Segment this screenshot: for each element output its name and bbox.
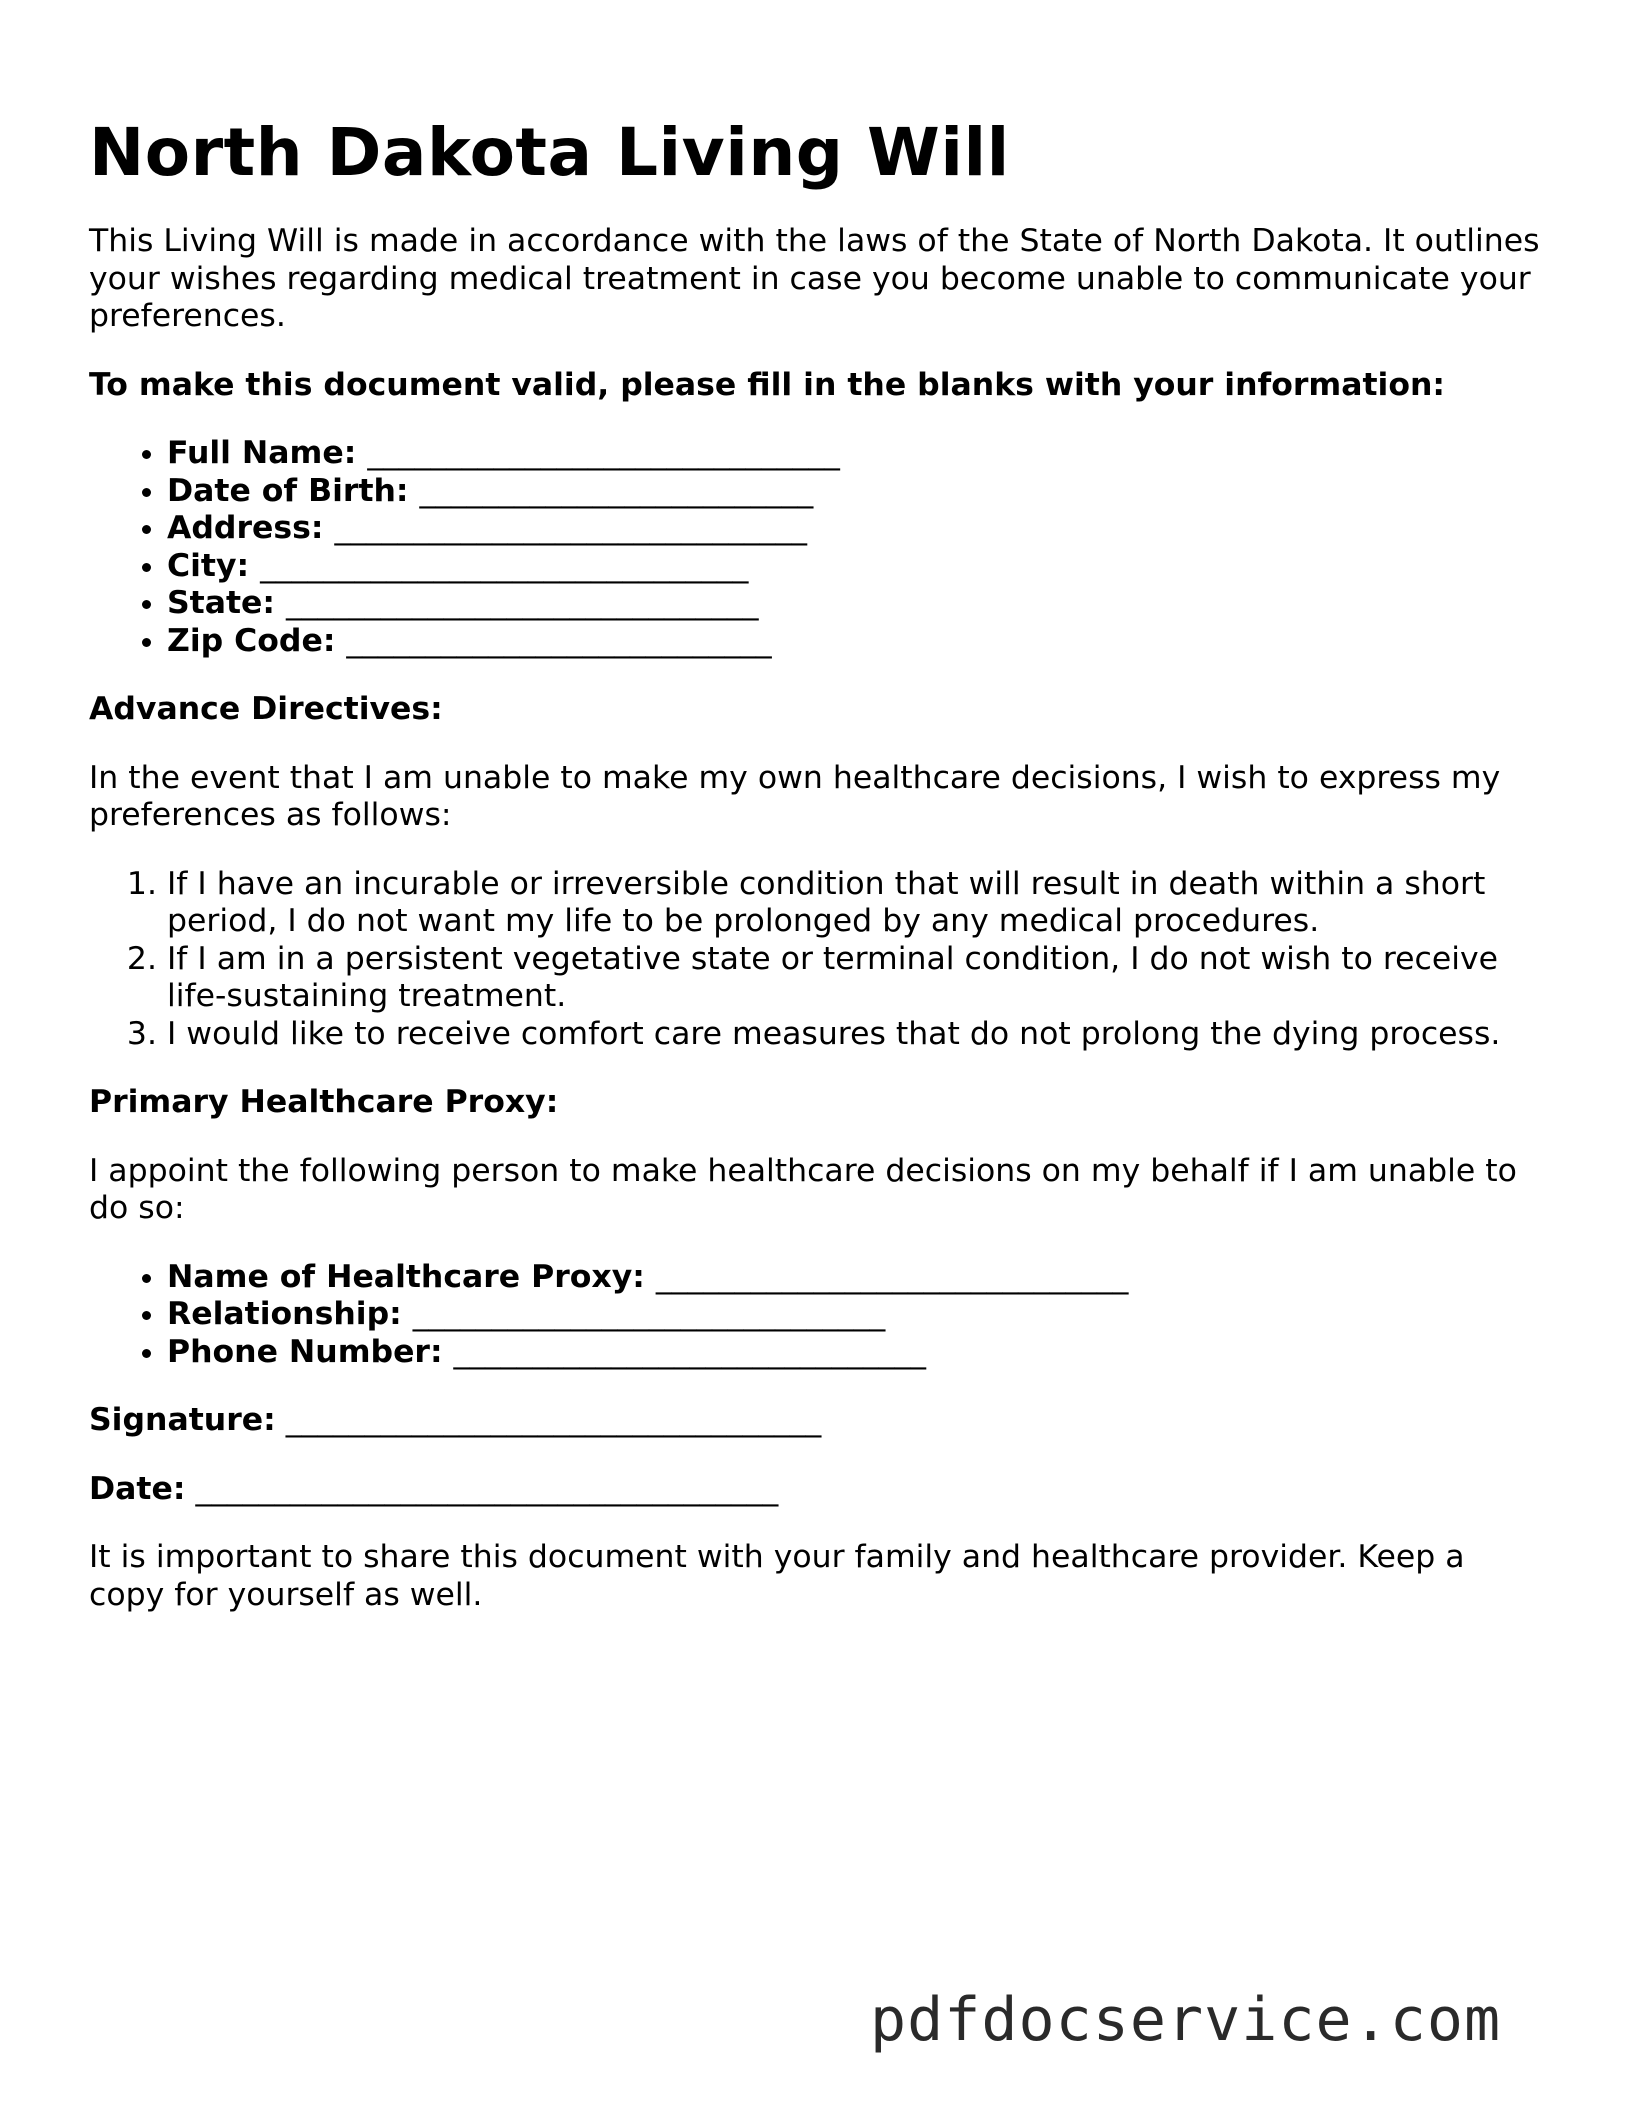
field-label: Name of Healthcare Proxy: — [167, 1258, 645, 1295]
directives-list — [89, 866, 1549, 1054]
field-label: Full Name: — [167, 435, 357, 471]
date-label: Date: — [89, 1470, 186, 1507]
document-page — [89, 113, 1549, 1645]
field-blank[interactable]: ______________________________ — [412, 1296, 886, 1332]
closing-paragraph: It is important to share this document with your family and healthcare provider. Keep a copy for yourself as well. — [89, 1539, 1465, 1613]
proxy-fields-list — [89, 1259, 1549, 1372]
field-label: Zip Code: — [167, 622, 336, 659]
field-blank[interactable]: ______________________________ — [334, 510, 807, 546]
field-label: Phone Number: — [167, 1333, 443, 1370]
advance-directives-heading: Advance Directives: — [89, 691, 443, 727]
field-blank[interactable]: ___________________________ — [346, 622, 772, 659]
date-line — [89, 1471, 1549, 1509]
date-blank[interactable]: _____________________________________ — [195, 1470, 779, 1507]
directive-item: 3. I would like to receive comfort care measures that do not prolong the dying process. — [167, 1016, 1549, 1054]
watermark-text: pdfdocservice.com — [870, 1985, 1502, 2055]
field-label: Date of Birth: — [167, 472, 409, 509]
signature-line — [89, 1402, 1549, 1440]
personal-fields-list — [89, 435, 1549, 660]
field-label: Relationship: — [167, 1296, 402, 1332]
proxy-heading: Primary Healthcare Proxy: — [89, 1084, 559, 1120]
field-blank[interactable]: _______________________________ — [260, 547, 749, 584]
field-address — [167, 510, 1549, 548]
field-state — [167, 585, 1549, 623]
field-phone-number — [167, 1334, 1549, 1372]
field-zip-code — [167, 623, 1549, 661]
signature-blank[interactable]: __________________________________ — [285, 1402, 822, 1438]
field-blank[interactable]: _________________________ — [419, 472, 814, 509]
intro-paragraph: This Living Will is made in accordance with the laws of the State of North Dakota. It outlines your wishes regarding medical treatment in case you become unable to communicate your preferences. — [89, 223, 1540, 334]
directive-item: 2. If I am in a persistent vegetative state or terminal condition, I do not wish to receive life-sustaining treatment. — [167, 941, 1549, 1016]
field-date-of-birth — [167, 473, 1549, 511]
field-blank[interactable]: ______________________________ — [286, 585, 759, 621]
field-blank[interactable]: ______________________________ — [367, 435, 840, 471]
field-full-name — [167, 435, 1549, 473]
field-proxy-name — [167, 1259, 1549, 1297]
field-blank[interactable]: ______________________________ — [453, 1333, 927, 1370]
field-city — [167, 548, 1549, 586]
field-label: City: — [167, 547, 250, 584]
document-title: North Dakota Living Will — [89, 114, 1010, 191]
proxy-intro: I appoint the following person to make healthcare decisions on my behalf if I am unable to do so: — [89, 1152, 1517, 1226]
field-relationship — [167, 1296, 1549, 1334]
field-label: Address: — [167, 510, 324, 546]
instructions-text: To make this document valid, please fill in the blanks with your information: — [89, 366, 1446, 403]
field-blank[interactable]: ______________________________ — [655, 1258, 1129, 1295]
directive-item: 1. If I have an incurable or irreversible condition that will result in death within a short period, I do not want my life to be prolonged by any medical procedures. — [167, 866, 1549, 941]
signature-label: Signature: — [89, 1402, 276, 1438]
field-label: State: — [167, 585, 276, 621]
advance-directives-intro: In the event that I am unable to make my own healthcare decisions, I wish to express my preferences as follows: — [89, 759, 1501, 833]
